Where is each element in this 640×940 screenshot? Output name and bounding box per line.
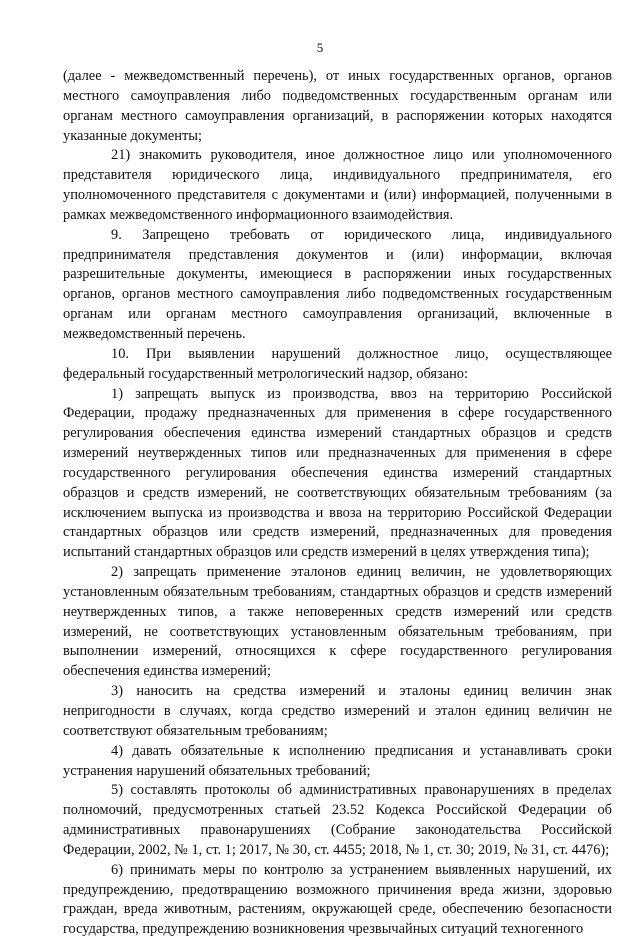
paragraph-item-21: 21) знакомить руководителя, иное должностное лицо или уполномоченного представителя юридического лица, индивидуального предпринимателя, его уполномоченного представителя с документами и (или) информацией, полученными в рамках межведомственного информационного взаимодействия. (63, 147, 612, 223)
document-body (63, 67, 612, 940)
page-number: 5 (316, 40, 324, 55)
paragraph-item-3: 3) наносить на средства измерений и эталоны единиц величин знак непригодности в случаях, когда средство измерений и эталон единиц величин не соответствуют обязательным требованиям; (63, 683, 612, 739)
paragraph-item-4: 4) давать обязательные к исполнению предписания и устанавливать сроки устранения нарушений обязательных требований; (63, 742, 612, 779)
paragraph-item-2: 2) запрещать применение эталонов единиц величин, не удовлетворяющих установленным обязательным требованиям, стандартных образцов и средств измерений неутвержденных типов, а также неповеренных средств измерений или средств измерений, не соответствующих установленным обязательным требованиям, при выполнении измерений, относящихся к сфере государственного регулирования обеспечения единства измерений; (63, 564, 612, 680)
paragraph-continuation: (далее - межведомственный перечень), от иных государственных органов, органов местного самоуправления либо подведомственных государственным органам или органам местного самоуправления организаций, в распоряжении которых находятся указанные документы; (63, 68, 612, 144)
paragraph-section-9: 9. Запрещено требовать от юридического лица, индивидуального предпринимателя представления документов и (или) информации, включая разрешительные документы, имеющиеся в распоряжении иных государственных органов, органов местного самоуправления либо подведомственных государственным органам или органам местного самоуправления организаций, включенные в межведомственный перечень. (63, 226, 612, 342)
paragraph-item-5: 5) составлять протоколы об административных правонарушениях в пределах полномочий, предусмотренных статьей 23.52 Кодекса Российской Федерации об административных правонарушениях (Собрание законодательства Российской Федерации, 2002, № 1, ст. 1; 2017, № 30, ст. 4455; 2018, № 1, ст. 30; 2019, № 31, ст. 4476); (63, 782, 612, 858)
paragraph-section-10: 10. При выявлении нарушений должностное лицо, осуществляющее федеральный государственный метрологический надзор, обязано: (63, 345, 612, 382)
paragraph-item-1: 1) запрещать выпуск из производства, ввоз на территорию Российской Федерации, продажу предназначенных для применения в сфере государственного регулирования обеспечения единства измерений стандартных образцов и средств измерений неутвержденных типов или предназначенных для применения в сфере государственного регулирования обеспечения единства измерений стандартных образцов и средств измерений, не соответствующих обязательным требованиям (за исключением выпуска из производства и ввоза на территорию Российской Федерации стандартных образцов или средств измерений, предназначенных для проведения испытаний стандартных образцов или средств измерений в целях утверждения типа); (63, 385, 612, 561)
paragraph-item-6: 6) принимать меры по контролю за устранением выявленных нарушений, их предупреждению, предотвращению возможного причинения вреда жизни, здоровью граждан, вреда животным, растениям, окружающей среде, обеспечению безопасности государства, предупреждению возникновения чрезвычайных ситуаций техногенного (63, 861, 612, 938)
